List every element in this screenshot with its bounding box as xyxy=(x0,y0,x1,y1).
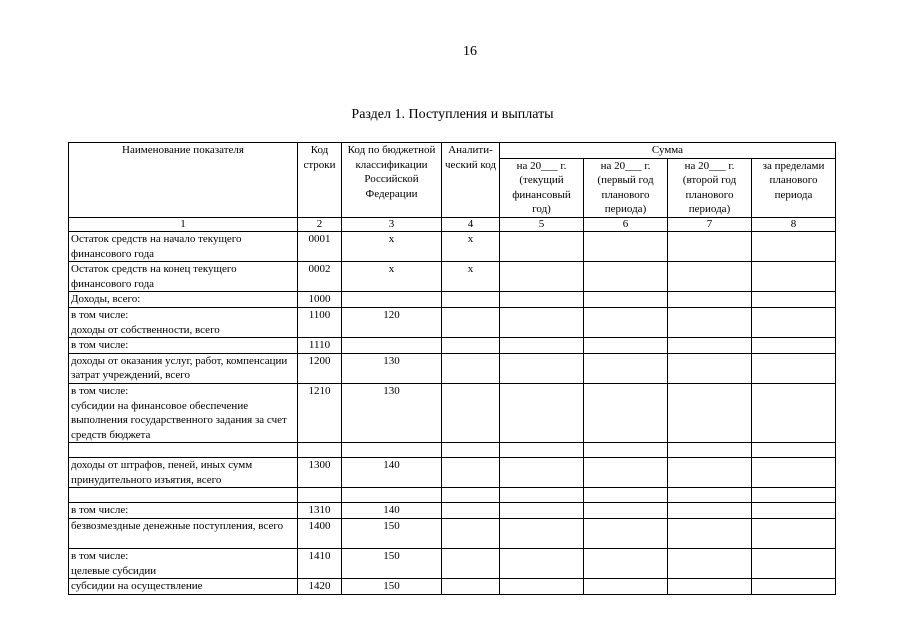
table-row xyxy=(69,549,836,579)
row-name: в том числе: xyxy=(69,503,298,519)
sum-cell xyxy=(752,579,836,595)
row-code: 1310 xyxy=(298,503,342,519)
sum-cell xyxy=(668,503,752,519)
sum-cell xyxy=(584,579,668,595)
header-current-year: на 20___ г. (текущий финансовый год) xyxy=(500,158,584,217)
section-title: Раздел 1. Поступления и выплаты xyxy=(351,107,554,122)
sum-cell xyxy=(500,458,584,488)
row-analytic-code xyxy=(442,307,500,337)
row-analytic-code xyxy=(442,579,500,595)
row-analytic-code xyxy=(442,338,500,354)
sum-cell xyxy=(500,338,584,354)
row-analytic-code xyxy=(442,383,500,442)
row-analytic-code xyxy=(442,443,500,458)
sum-cell xyxy=(668,488,752,503)
table-row xyxy=(69,579,836,595)
row-budget-code: х xyxy=(342,262,442,292)
row-code: 1300 xyxy=(298,458,342,488)
sum-cell xyxy=(752,519,836,549)
row-budget-code: 120 xyxy=(342,307,442,337)
sum-cell xyxy=(584,262,668,292)
row-budget-code: х xyxy=(342,231,442,261)
sum-cell xyxy=(500,579,584,595)
row-analytic-code xyxy=(442,519,500,549)
row-name: доходы от оказания услуг, работ, компенсации затрат учреждений, всего xyxy=(69,353,298,383)
sum-cell xyxy=(752,292,836,308)
table-row xyxy=(69,383,836,442)
row-name xyxy=(69,488,298,503)
column-number: 4 xyxy=(442,217,500,231)
sum-cell xyxy=(752,338,836,354)
row-code: 0002 xyxy=(298,262,342,292)
sum-cell xyxy=(668,353,752,383)
row-name: в том числе: субсидии на финансовое обеспечение выполнения государственного задания за счет средств бюджета xyxy=(69,383,298,442)
row-analytic-code xyxy=(442,292,500,308)
row-budget-code: 150 xyxy=(342,579,442,595)
sum-cell xyxy=(584,519,668,549)
row-code: 1110 xyxy=(298,338,342,354)
sum-cell xyxy=(500,262,584,292)
header-beyond-plan: за пределами планового периода xyxy=(752,158,836,217)
sum-cell xyxy=(752,443,836,458)
row-budget-code: 130 xyxy=(342,353,442,383)
row-analytic-code xyxy=(442,503,500,519)
income-expense-table xyxy=(68,142,836,595)
header-second-plan-year: на 20___ г. (второй год планового периода) xyxy=(668,158,752,217)
sum-cell xyxy=(584,458,668,488)
row-analytic-code xyxy=(442,488,500,503)
table-row xyxy=(69,307,836,337)
header-row-top xyxy=(69,143,836,159)
row-code: 1000 xyxy=(298,292,342,308)
row-code: 0001 xyxy=(298,231,342,261)
sum-cell xyxy=(584,488,668,503)
sum-cell xyxy=(752,503,836,519)
header-row-code: Код строки xyxy=(298,143,342,218)
table-row xyxy=(69,292,836,308)
row-budget-code: 140 xyxy=(342,458,442,488)
sum-cell xyxy=(668,262,752,292)
sum-cell xyxy=(584,443,668,458)
header-budget-classification: Код по бюджетной классификации Российской Федерации xyxy=(342,143,442,218)
sum-cell xyxy=(500,549,584,579)
sum-cell xyxy=(500,231,584,261)
row-analytic-code xyxy=(442,549,500,579)
sum-cell xyxy=(668,383,752,442)
sum-cell xyxy=(752,549,836,579)
sum-cell xyxy=(668,292,752,308)
row-name: Остаток средств на начало текущего финансового года xyxy=(69,231,298,261)
sum-cell xyxy=(752,353,836,383)
column-number: 8 xyxy=(752,217,836,231)
sum-cell xyxy=(500,307,584,337)
sum-cell xyxy=(668,458,752,488)
column-number: 6 xyxy=(584,217,668,231)
row-budget-code xyxy=(342,488,442,503)
row-code: 1400 xyxy=(298,519,342,549)
row-name xyxy=(69,443,298,458)
row-code: 1100 xyxy=(298,307,342,337)
row-budget-code: 130 xyxy=(342,383,442,442)
row-code: 1200 xyxy=(298,353,342,383)
sum-cell xyxy=(584,383,668,442)
sum-cell xyxy=(668,443,752,458)
sum-cell xyxy=(584,231,668,261)
row-name: в том числе: доходы от собственности, всего xyxy=(69,307,298,337)
row-name: доходы от штрафов, пеней, иных сумм принудительного изъятия, всего xyxy=(69,458,298,488)
column-number: 2 xyxy=(298,217,342,231)
row-name: Остаток средств на конец текущего финансового года xyxy=(69,262,298,292)
table-row xyxy=(69,262,836,292)
table-row xyxy=(69,503,836,519)
sum-cell xyxy=(584,353,668,383)
table-row xyxy=(69,458,836,488)
header-name: Наименование показателя xyxy=(69,143,298,218)
row-name: субсидии на осуществление xyxy=(69,579,298,595)
sum-cell xyxy=(584,292,668,308)
sum-cell xyxy=(752,488,836,503)
table-row xyxy=(69,338,836,354)
sum-cell xyxy=(500,443,584,458)
table-row xyxy=(69,519,836,549)
sum-cell xyxy=(668,231,752,261)
row-analytic-code xyxy=(442,458,500,488)
row-budget-code xyxy=(342,292,442,308)
row-budget-code xyxy=(342,443,442,458)
table-row xyxy=(69,488,836,503)
table-row xyxy=(69,231,836,261)
sum-cell xyxy=(500,383,584,442)
row-code: 1210 xyxy=(298,383,342,442)
sum-cell xyxy=(500,292,584,308)
sum-cell xyxy=(668,519,752,549)
row-budget-code: 150 xyxy=(342,549,442,579)
sum-cell xyxy=(668,338,752,354)
header-analytic-code: Аналити-ческий код xyxy=(442,143,500,218)
sum-cell xyxy=(584,338,668,354)
row-analytic-code: х xyxy=(442,231,500,261)
row-code: 1420 xyxy=(298,579,342,595)
page-number: 16 xyxy=(463,44,477,59)
sum-cell xyxy=(500,519,584,549)
sum-cell xyxy=(752,307,836,337)
row-budget-code: 140 xyxy=(342,503,442,519)
row-name: в том числе: xyxy=(69,338,298,354)
row-budget-code: 150 xyxy=(342,519,442,549)
column-number: 5 xyxy=(500,217,584,231)
sum-cell xyxy=(500,503,584,519)
row-budget-code xyxy=(342,338,442,354)
header-first-plan-year: на 20___ г. (первый год планового периода) xyxy=(584,158,668,217)
row-name: в том числе: целевые субсидии xyxy=(69,549,298,579)
sum-cell xyxy=(752,383,836,442)
row-analytic-code xyxy=(442,353,500,383)
row-code xyxy=(298,488,342,503)
column-number: 7 xyxy=(668,217,752,231)
sum-cell xyxy=(752,458,836,488)
table-row xyxy=(69,353,836,383)
sum-cell xyxy=(584,503,668,519)
header-sum: Сумма xyxy=(500,143,836,159)
sum-cell xyxy=(584,307,668,337)
column-number: 3 xyxy=(342,217,442,231)
row-code xyxy=(298,443,342,458)
row-name: безвозмездные денежные поступления, всего xyxy=(69,519,298,549)
sum-cell xyxy=(752,262,836,292)
column-number: 1 xyxy=(69,217,298,231)
sum-cell xyxy=(668,549,752,579)
row-code: 1410 xyxy=(298,549,342,579)
sum-cell xyxy=(752,231,836,261)
sum-cell xyxy=(668,307,752,337)
sum-cell xyxy=(500,488,584,503)
column-number-row xyxy=(69,217,836,231)
row-analytic-code: х xyxy=(442,262,500,292)
table-row xyxy=(69,443,836,458)
row-name: Доходы, всего: xyxy=(69,292,298,308)
sum-cell xyxy=(668,579,752,595)
sum-cell xyxy=(500,353,584,383)
sum-cell xyxy=(584,549,668,579)
